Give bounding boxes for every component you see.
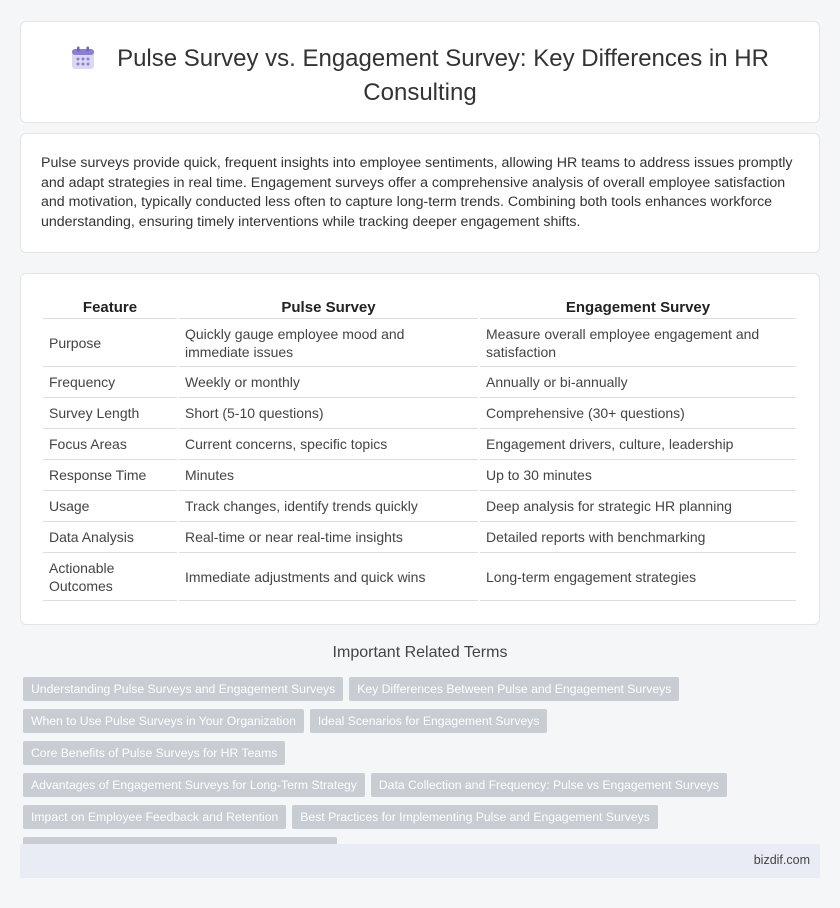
table-cell: Track changes, identify trends quickly <box>179 491 478 522</box>
table-cell: Comprehensive (30+ questions) <box>480 398 796 429</box>
table-row <box>43 367 796 398</box>
related-term-link[interactable]: Core Benefits of Pulse Surveys for HR Teams <box>23 741 285 765</box>
table-cell: Annually or bi-annually <box>480 367 796 398</box>
calendar-icon <box>71 46 95 78</box>
header-pulse-survey: Pulse Survey <box>179 296 478 319</box>
comparison-table <box>41 296 798 601</box>
table-cell: Engagement drivers, culture, leadership <box>480 429 796 460</box>
related-term-link[interactable]: Best Practices for Implementing Pulse and Engagement Surveys <box>292 805 658 829</box>
table-header-row <box>43 296 796 319</box>
table-cell: Up to 30 minutes <box>480 460 796 491</box>
table-cell: Survey Length <box>43 398 177 429</box>
table-cell: Current concerns, specific topics <box>179 429 478 460</box>
table-cell: Purpose <box>43 319 177 367</box>
title-card <box>20 21 820 123</box>
table-cell: Long-term engagement strategies <box>480 553 796 601</box>
footer <box>20 844 820 878</box>
table-cell: Deep analysis for strategic HR planning <box>480 491 796 522</box>
table-cell: Response Time <box>43 460 177 491</box>
page-title-text: Pulse Survey vs. Engagement Survey: Key Differences in HR Consulting <box>117 45 769 106</box>
related-term-link[interactable]: Data Collection and Frequency: Pulse vs Engagement Surveys <box>371 773 727 797</box>
table-row <box>43 398 796 429</box>
page-title <box>21 44 819 108</box>
table-cell: Immediate adjustments and quick wins <box>179 553 478 601</box>
table-row <box>43 460 796 491</box>
table-cell: Actionable Outcomes <box>43 553 177 601</box>
related-term-link[interactable]: Advantages of Engagement Surveys for Long-Term Strategy <box>23 773 365 797</box>
related-terms-list <box>23 677 803 869</box>
related-term-link[interactable]: When to Use Pulse Surveys in Your Organization <box>23 709 304 733</box>
table-cell: Short (5-10 questions) <box>179 398 478 429</box>
table-row <box>43 429 796 460</box>
table-cell: Frequency <box>43 367 177 398</box>
table-row <box>43 553 796 601</box>
table-row <box>43 319 796 367</box>
table-row <box>43 522 796 553</box>
related-term-link[interactable]: Impact on Employee Feedback and Retention <box>23 805 286 829</box>
summary-card <box>20 133 820 253</box>
comparison-table-card <box>20 273 820 625</box>
header-engagement-survey: Engagement Survey <box>480 296 796 319</box>
summary-text: Pulse surveys provide quick, frequent insights into employee sentiments, allowing HR teams to address issues promptly and adapt strategies in real time. Engagement surveys offer a comprehensive analysis of overall employee satisfaction and motivation, typically conducted less often to capture long-term trends. Combining both tools enhances workforce understanding, ensuring timely interventions while tracking deeper engagement shifts. <box>41 155 793 230</box>
related-term-link[interactable]: Ideal Scenarios for Engagement Surveys <box>310 709 548 733</box>
table-cell: Weekly or monthly <box>179 367 478 398</box>
related-terms-title: Important Related Terms <box>332 644 508 661</box>
table-cell: Focus Areas <box>43 429 177 460</box>
table-cell: Minutes <box>179 460 478 491</box>
table-cell: Usage <box>43 491 177 522</box>
table-cell: Quickly gauge employee mood and immediate issues <box>179 319 478 367</box>
table-row <box>43 491 796 522</box>
table-cell: Real-time or near real-time insights <box>179 522 478 553</box>
related-term-link[interactable]: Key Differences Between Pulse and Engagement Surveys <box>349 677 679 701</box>
related-term-link[interactable]: Understanding Pulse Surveys and Engagement Surveys <box>23 677 343 701</box>
table-cell: Detailed reports with benchmarking <box>480 522 796 553</box>
table-cell: Measure overall employee engagement and satisfaction <box>480 319 796 367</box>
footer-brand[interactable]: bizdif.com <box>753 853 810 867</box>
table-cell: Data Analysis <box>43 522 177 553</box>
header-feature: Feature <box>43 296 177 319</box>
